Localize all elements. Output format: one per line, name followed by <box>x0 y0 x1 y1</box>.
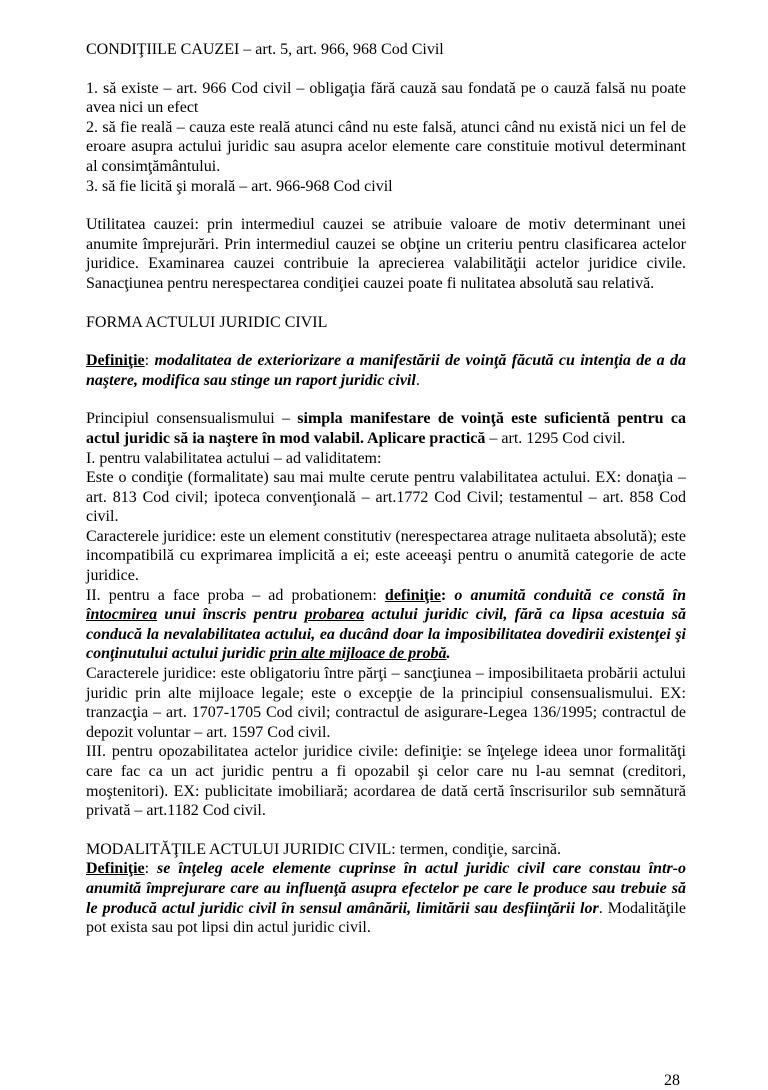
form-definition: Definiţie: modalitatea de exteriorizare a manifestării de voinţă făcută cu intenţia de a da naştere, modifica sau stinge un raport juridic civil. <box>86 352 686 389</box>
heading-cause-conditions: CONDIŢIILE CAUZEI – art. 5, art. 966, 968 Cod Civil <box>86 41 444 58</box>
cause-item-1: 1. să existe – art. 966 Cod civil – obligaţia fără cauză sau fondată pe o cauză falsă nu poate avea nici un efect <box>86 79 686 117</box>
consensualism-paragraph: Principiul consensualismului – simpla manifestare de voinţă este suficientă pentru ca actul juridic să ia naştere în mod valabil. Aplicare practică – art. 1295 Cod civil. <box>86 410 686 447</box>
definition-text: modalitatea de exteriorizare a manifestării de voinţă făcută cu intenţia de a da naştere, modifica sau stinge un raport juridic civil <box>86 352 686 389</box>
document-page <box>86 40 686 938</box>
ad-probationem-traits: Caracterele juridice: este obligatoriu între părţi – sancţiunea – imposibilitaeta probării actului juridic prin alte mijloace legale; este o excepţie de la principiul consensualismului. EX: tranzacţia – art. 1707-1705 Cod civil; contractul de asigurare-Legea 136/1995; contractul de depozit voluntar – art. 1597 Cod civil. <box>86 665 686 741</box>
ad-validitatem-heading: I. pentru valabilitatea actului – ad validitatem: <box>86 449 382 467</box>
consensualism-bold: simpla manifestare de voinţă este suficientă pentru ca actul juridic să ia naştere în mod valabil. Aplicare practică <box>86 410 686 447</box>
ad-probationem-paragraph: II. pentru a face proba – ad probationem: definiţie: o anumită conduită ce constă în întocmirea unui înscris pentru probarea actului juridic civil, fără ca lipsa acestuia să conducă la nevalabilitatea actului, ea ducând doar la imposibilitatea dovedirii existenţei şi conţinutului actului juridic prin alte mijloace de probă. <box>86 586 687 663</box>
heading-form: FORMA ACTULUI JURIDIC CIVIL <box>86 313 328 331</box>
page-number: 28 <box>664 1072 680 1089</box>
definition-text: se înţeleg acele elemente cuprinse în actul juridic civil care constau într-o anumită împrejurare care au influenţă asupra efectelor pe care le produce sau trebuie să le producă actul juridic civil în sensul amânării, limitării sau desfiinţării lor <box>86 860 686 917</box>
definition-label: Definiţie <box>86 352 145 370</box>
heading-modalities: MODALITĂŢILE ACTULUI JURIDIC CIVIL: termen, condiţie, sarcină. <box>86 840 561 858</box>
modalities-definition: Definiţie: se înţeleg acele elemente cuprinse în actul juridic civil care constau într-o anumită împrejurare care au influenţă asupra efectelor pe care le produce sau trebuie să le producă actul juridic civil în sensul amânării, limitării sau desfiinţării lor. Modalităţile pot exista sau pot lipsi din actul juridic civil. <box>86 860 687 937</box>
opposability-paragraph: III. pentru opozabilitatea actelor juridice civile: definiţie: se înţelege ideea unor formalităţi care fac ca un act juridic pentru a fi opozabil şi celor care nu l-au semnat (creditori, moştenitori). EX: publicitate imobiliară; acordarea de dată certă înscrisurilor sub semnătură privată – art.1182 Cod civil. <box>86 743 686 820</box>
ad-validitatem-text: Este o condiţie (formalitate) sau mai multe cerute pentru valabilitatea actului. EX: donaţia – art. 813 Cod civil; ipoteca convenţională – art.1772 Cod Civil; testamentul – art. 858 Cod civil. <box>86 469 686 526</box>
ad-validitatem-traits: Caracterele juridice: este un element constitutiv (nerespectarea atrage nulitaeta absolută); este incompatibilă cu exprimarea implicită a ei; este aceeaşi pentru o anumită categorie de acte juridice. <box>86 527 686 585</box>
cause-item-2: 2. să fie reală – cauza este reală atunci când nu este falsă, atunci când nu există nici un fel de eroare asupra actului juridic sau asupra acelor elemente care constituie motivul determinant al consimţământului. <box>86 118 686 175</box>
definition-label: Definiţie <box>86 860 145 878</box>
definition-label: definiţie <box>384 586 441 604</box>
cause-item-3: 3. să fie licită şi morală – art. 966-968 Cod civil <box>86 177 393 195</box>
cause-utility-paragraph: Utilitatea cauzei: prin intermediul cauzei se atribuie valoare de motiv determinant unei anumite împrejurări. Prin intermediul cauzei se obţine un criteriu pentru clasificarea actelor juridice. Examinarea cauzei contribuie la aprecierea valabilităţii actelor juridice civile. Sanacţiunea pentru nerespectarea condiţiei cauzei poate fi nulitatea absolută sau relativă. <box>86 216 686 292</box>
